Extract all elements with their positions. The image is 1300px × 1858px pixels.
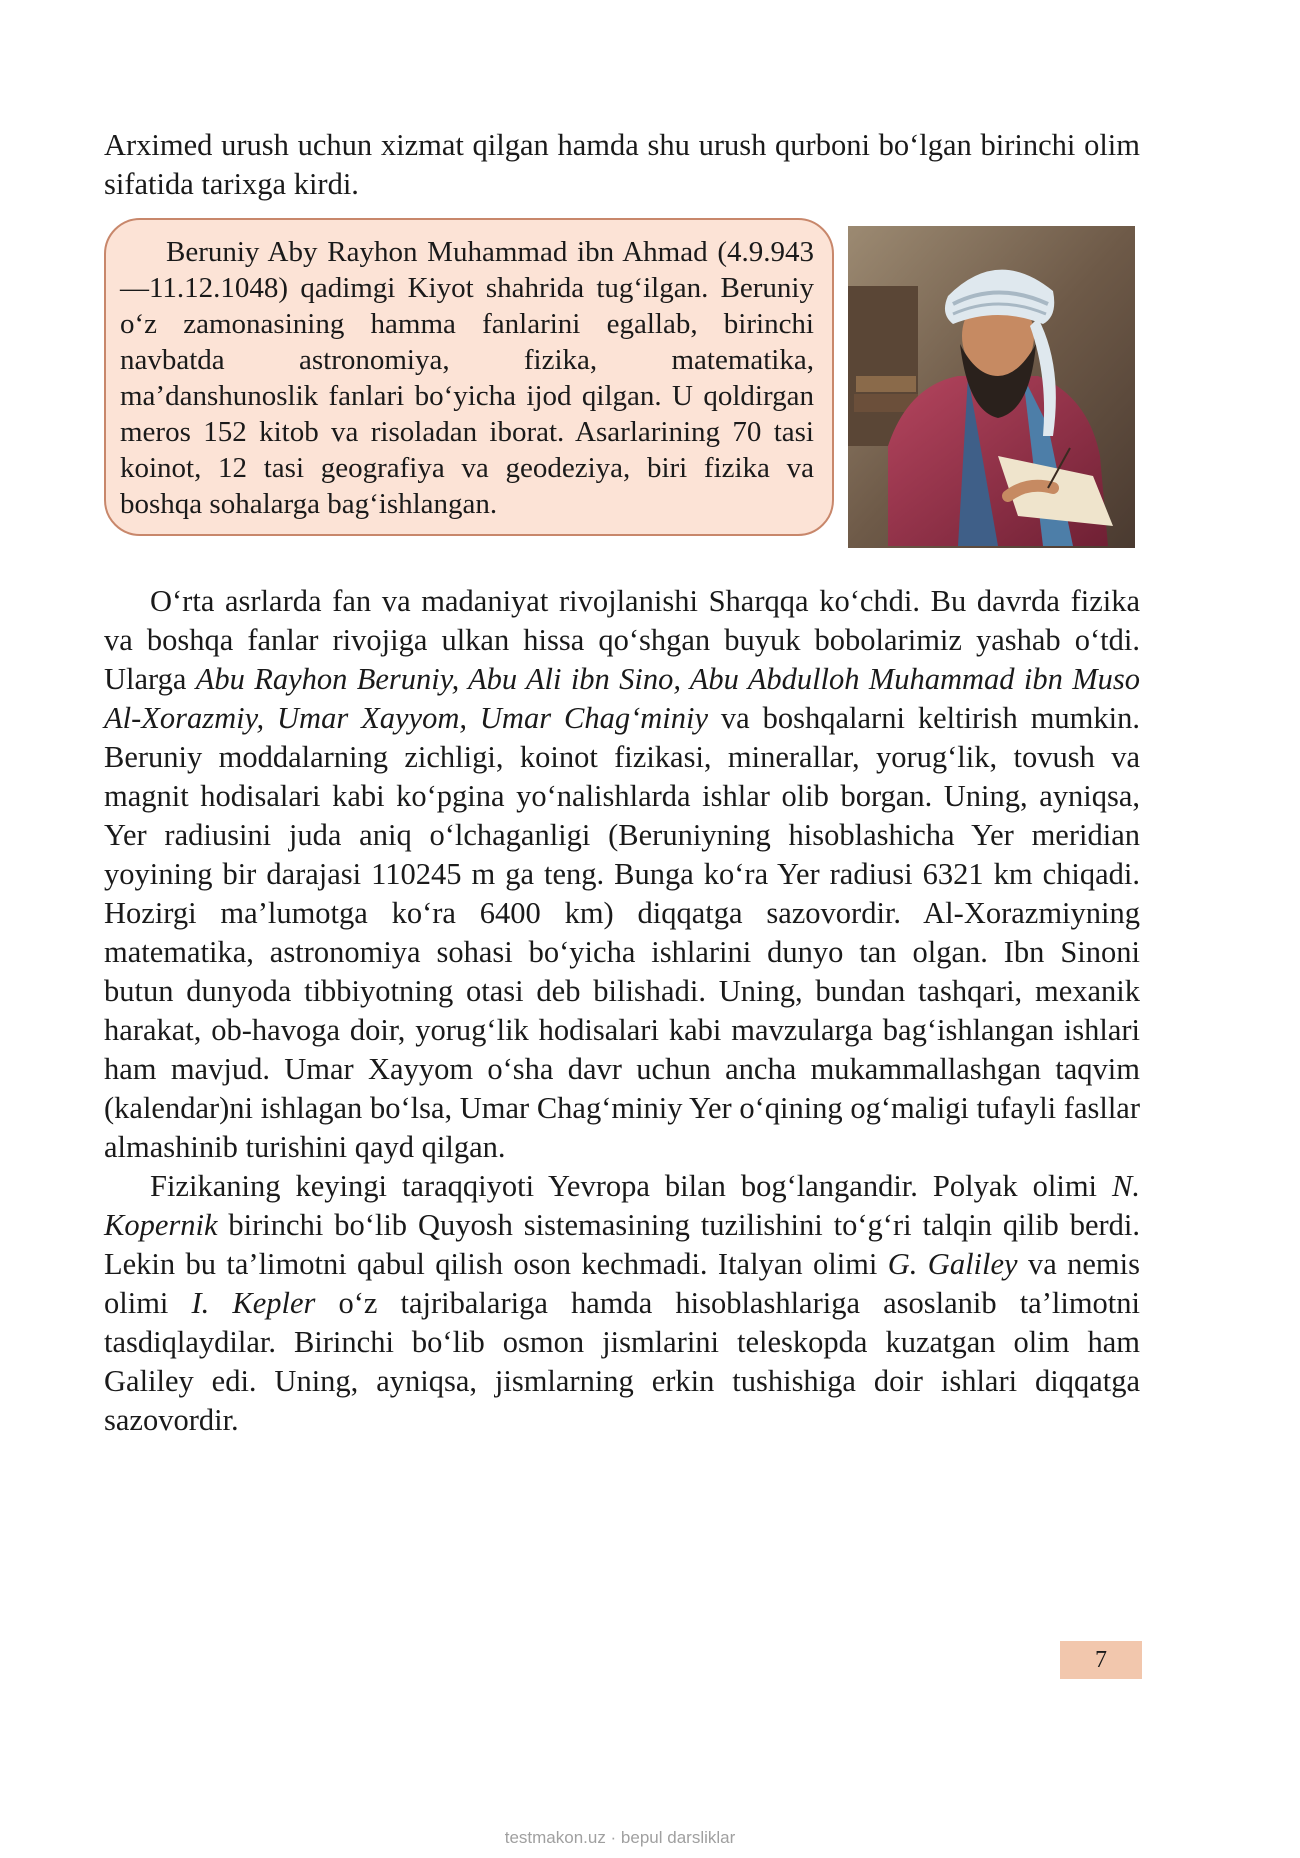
body-paragraph-1 xyxy=(104,582,1140,1167)
body-paragraph-2 xyxy=(104,1167,1140,1440)
page-number: 7 xyxy=(1060,1641,1142,1679)
biography-text: Beruniy Aby Rayhon Muhammad ibn Ahmad (4.9.943—11.12.1048) qadimgi Kiyot shahrida tug‘ilgan. Beruniy o‘z zamonasining hamma fanlarini egallab, birinchi navbatda astronomiya, fizika, matematika, ma’danshunoslik fanlari bo‘yicha ijod qilgan. U qoldirgan meros 152 kitob va risoladan iborat. Asarlarining 70 tasi koinot, 12 tasi geografiya va geodeziya, biri fizika va boshqa sohalarga bag‘ishlangan. xyxy=(120,236,814,520)
paragraph-1-text-a: O‘rta asrlarda fan va madaniyat rivojlanishi Sharqqa ko‘chdi. Bu davrda fizika va boshqa fanlar rivojiga ulkan hissa qo‘shgan buyuk bobolarimiz yashab o‘tdi. Ularga xyxy=(104,584,1140,696)
biography-section xyxy=(104,218,1140,568)
page-content xyxy=(104,126,1140,1440)
biography-box xyxy=(104,218,834,536)
name-galiley: G. Galiley xyxy=(887,1247,1018,1281)
footer-credit: testmakon.uz · bepul darsliklar xyxy=(504,1828,736,1847)
paragraph-1-text-b: va boshqalarni keltirish mumkin. Beruniy moddalarning zichligi, koinot fizikasi, minerallar, yorug‘lik, tovush va magnit hodisalari kabi ko‘pgina yo‘nalishlarda ishlar olib borgan. Uning, ayniqsa, Yer radiusini juda aniq o‘lchaganligi (Beruniyning hisoblashicha Yer meridian yoyining bir darajasi 110245 m ga teng. Bunga ko‘ra Yer radiusi 6321 km chiqadi. Hozirgi ma’lumotga ko‘ra 6400 km) diqqatga sazovordir. Al-Xorazmiyning matematika, astronomiya sohasi bo‘yicha ishlarini dunyo tan olgan. Ibn Sinoni butun dunyoda tibbiyotning otasi deb bilishadi. Uning, bundan tashqari, mexanik harakat, ob-havoga doir, yorug‘lik hodisalari kabi mavzularga bag‘ishlangan ishlari ham mavjud. Umar Xayyom o‘sha davr uchun ancha mukammallashgan taqvim (kalendar)ni ishlagan bo‘lsa, Umar Chag‘miniy Yer o‘qining og‘maligi tufayli fasllar almashinib turishini qayd qilgan. xyxy=(104,701,1141,1164)
beruniy-portrait xyxy=(848,226,1135,548)
intro-paragraph: Arximed urush uchun xizmat qilgan hamda shu urush qurboni bo‘lgan birinchi olim sifatida tarixga kirdi. xyxy=(104,128,1140,201)
name-kepler: I. Kepler xyxy=(191,1286,316,1320)
scholar-names: Abu Rayhon Beruniy, Abu Ali ibn Sino, Abu Abdulloh Muhammad ibn Muso Al-Xorazmiy, Umar Xayyom, Umar Chag‘miniy xyxy=(104,662,1140,735)
name-kopernik: N. Kopernik xyxy=(104,1169,1140,1242)
paragraph-2-text-d: o‘z tajribalariga hamda hisoblashlariga asoslanib ta’limotni tasdiqlaydilar. Birinchi bo‘lib osmon jismlarini teleskopda kuzatgan olim ham Galiley edi. Uning, ayniqsa, jismlarning erkin tushishiga doir ishlari diqqatga sazovordir. xyxy=(104,1286,1140,1437)
paragraph-2-text-c: va nemis olimi xyxy=(104,1247,1140,1320)
paragraph-2-text-b: birinchi bo‘lib Quyosh sistemasining tuzilishini to‘g‘ri talqin qilib berdi. Lekin bu ta’limotni qabul qilish oson kechmadi. Italyan olimi xyxy=(104,1208,1140,1281)
paragraph-2-text-a: Fizikaning keyingi taraqqiyoti Yevropa bilan bog‘langandir. Polyak olimi xyxy=(150,1169,1113,1203)
